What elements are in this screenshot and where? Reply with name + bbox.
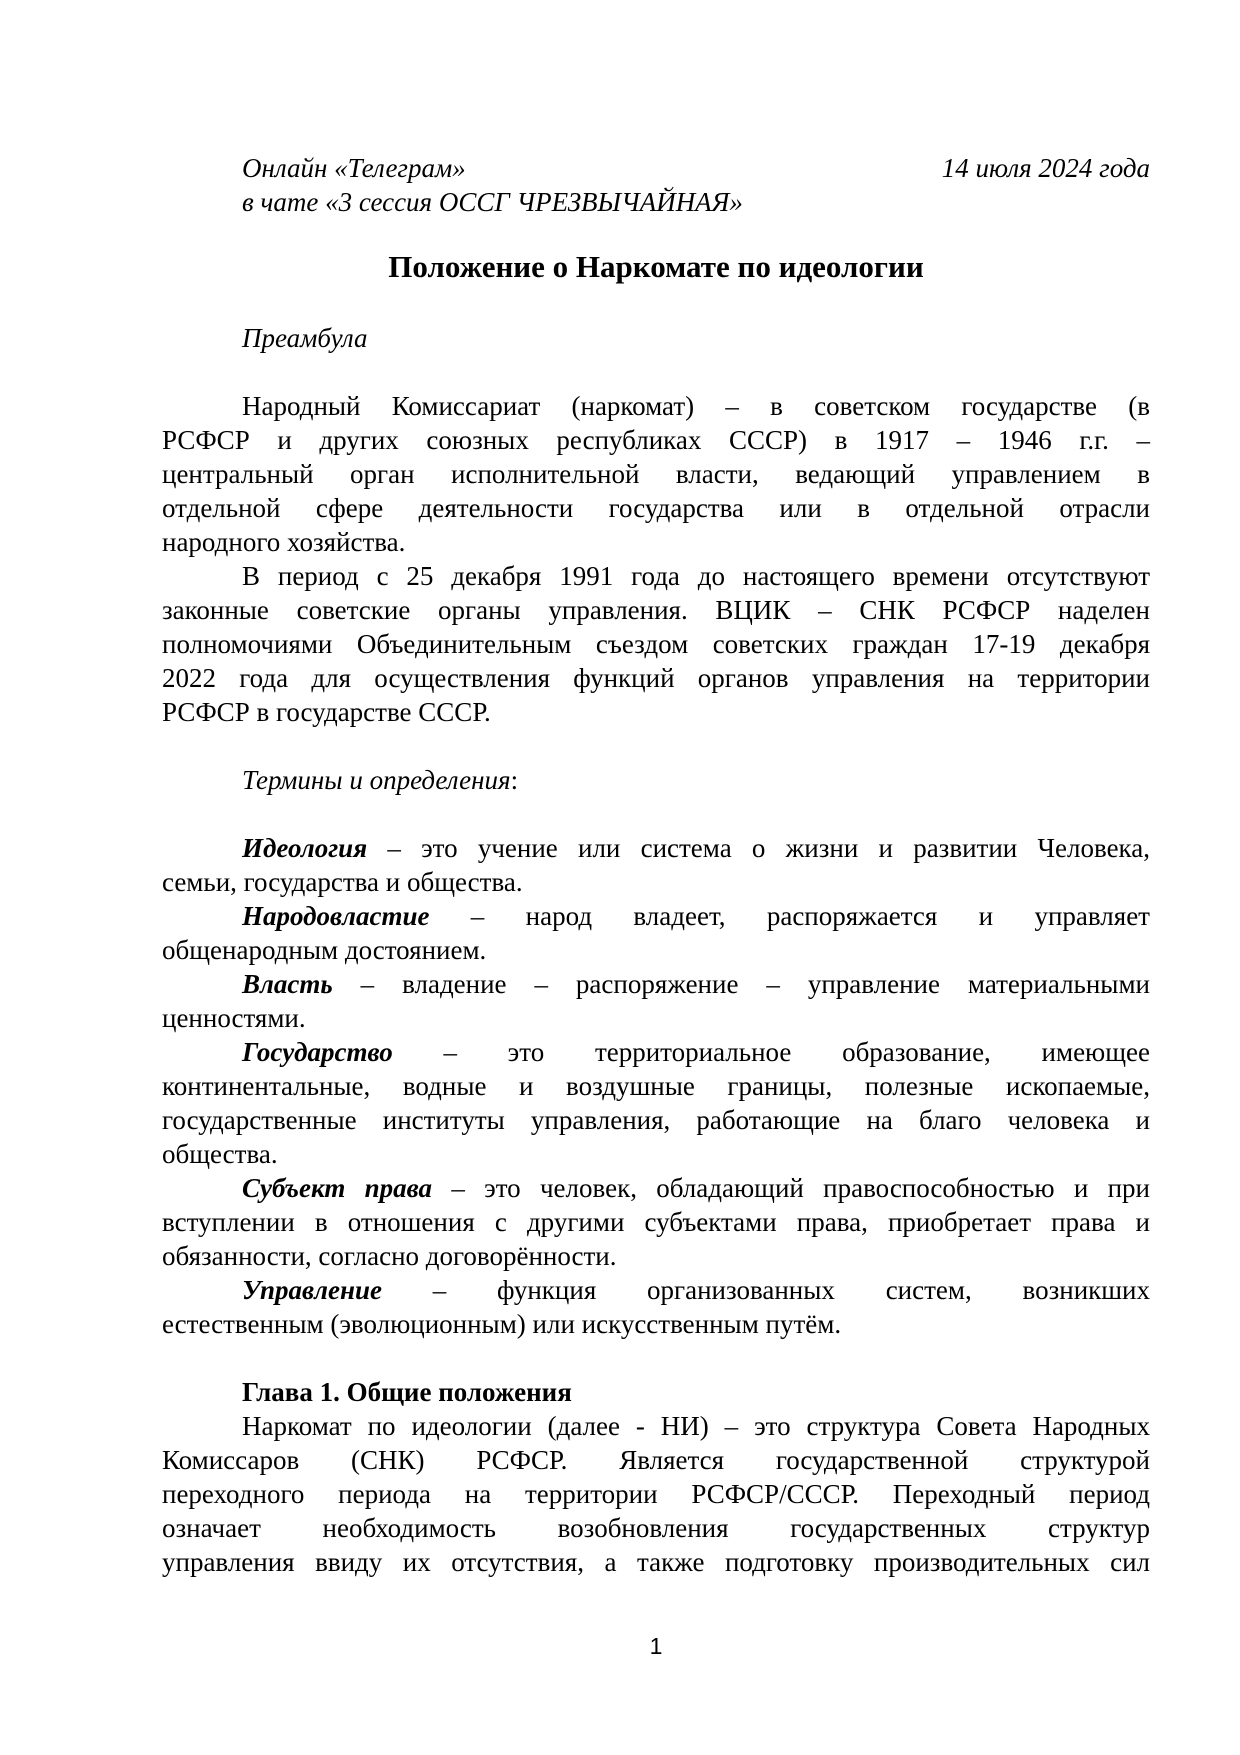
text-segment: – народ владеет, распоряжается и управляет (429, 901, 1150, 931)
text-line (162, 1205, 1150, 1239)
text-segment: государственные институты управления, работающие на благо человека и (162, 1105, 1150, 1135)
text-segment: ценностями. (162, 1003, 306, 1033)
text-segment: – это учение или система о жизни и развитии Человека, (367, 833, 1150, 863)
text-line (162, 1171, 1150, 1205)
text-segment: – это человек, обладающий правоспособностью и при (432, 1173, 1150, 1203)
header-chat-label: в чате «3 сессия ОССГ ЧРЕЗВЫЧАЙНАЯ» (242, 187, 743, 217)
document-content (162, 151, 1150, 1579)
text-segment: – это территориальное образование, имеющее (392, 1037, 1150, 1067)
text-line (162, 321, 1150, 355)
text-line (162, 967, 1150, 1001)
text-segment: Комиссаров (СНК) РСФСР. Является государственной структурой (162, 1445, 1150, 1475)
text-line (162, 491, 1150, 525)
text-line (162, 899, 1150, 933)
term-subekt-prava (162, 1171, 1150, 1273)
text-segment: Власть (242, 969, 333, 999)
text-segment: – владение – распоряжение – управление материальными (332, 969, 1150, 999)
text-segment: Наркомат по идеологии (далее - НИ) – это структура Совета Народных (242, 1411, 1150, 1441)
text-line (162, 1137, 1150, 1171)
text-line (162, 559, 1150, 593)
text-line (162, 1511, 1150, 1545)
text-line (162, 457, 1150, 491)
text-segment: Государство (242, 1037, 393, 1067)
term-narodovlastie (162, 899, 1150, 967)
text-line (162, 1409, 1150, 1443)
text-segment: Народовластие (242, 901, 430, 931)
text-segment: общенародным достоянием. (162, 935, 487, 965)
text-line (162, 661, 1150, 695)
chapter-1-paragraph-1 (162, 1409, 1150, 1579)
text-segment: народного хозяйства. (162, 527, 406, 557)
text-segment: обязанности, согласно договорённости. (162, 1241, 617, 1271)
text-segment: континентальные, водные и воздушные границы, полезные ископаемые, (162, 1071, 1150, 1101)
document-title: Положение о Наркомате по идеологии (388, 249, 924, 284)
term-vlast (162, 967, 1150, 1035)
page-number: 1 (649, 1633, 663, 1659)
text-segment: центральный орган исполнительной власти, ведающий управлением в (162, 459, 1150, 489)
header-date: 14 июля 2024 года (941, 153, 1150, 183)
chapter-1-heading (162, 1375, 1150, 1409)
text-line (162, 593, 1150, 627)
text-segment: отдельной сфере деятельности государства или в отдельной отрасли (162, 493, 1150, 523)
text-line (162, 933, 1150, 967)
text-segment: общества. (162, 1139, 278, 1169)
text-line (162, 1375, 1150, 1409)
text-segment: управления ввиду их отсутствия, а также подготовку производительных сил (162, 1547, 1150, 1577)
text-line (162, 1103, 1150, 1137)
text-segment: полномочиями Объединительным съездом советских граждан 17-19 декабря (162, 629, 1150, 659)
text-line (162, 627, 1150, 661)
text-segment: естественным (эволюционным) или искусственным путём. (162, 1309, 842, 1339)
text-segment: Термины и определения (242, 765, 511, 795)
header-source-label: Онлайн «Телеграм» (242, 153, 466, 183)
text-line (162, 831, 1150, 865)
text-line (162, 525, 1150, 559)
text-line (162, 1001, 1150, 1035)
text-line (162, 389, 1150, 423)
text-segment: законные советские органы управления. ВЦИК – СНК РСФСР наделен (162, 595, 1150, 625)
document-body (162, 321, 1150, 1579)
text-segment: означает необходимость возобновления государственных структур (162, 1513, 1150, 1543)
text-segment: Субъект права (242, 1173, 433, 1203)
text-line (162, 1307, 1150, 1341)
text-segment: : (510, 765, 519, 795)
document-header (162, 151, 1150, 185)
text-segment: Народный Комиссариат (наркомат) – в советском государстве (в (242, 391, 1150, 421)
text-segment: Управление (242, 1275, 382, 1305)
text-segment: Преамбула (242, 323, 368, 353)
text-line (162, 1477, 1150, 1511)
text-segment: 2022 года для осуществления функций органов управления на территории (162, 663, 1150, 693)
text-segment: В период с 25 декабря 1991 года до настоящего времени отсутствуют (242, 561, 1150, 591)
text-line (162, 695, 1150, 729)
text-line (162, 1443, 1150, 1477)
text-line (162, 423, 1150, 457)
text-line (162, 1545, 1150, 1579)
term-upravlenie (162, 1273, 1150, 1341)
text-segment: – функция организованных систем, возникших (381, 1275, 1150, 1305)
text-segment: РСФСР и других союзных республиках СССР) в 1917 – 1946 г.г. – (162, 425, 1150, 455)
text-line (162, 1069, 1150, 1103)
text-line (162, 763, 1150, 797)
text-line (162, 865, 1150, 899)
text-segment: вступлении в отношения с другими субъектами права, приобретает права и (162, 1207, 1150, 1237)
preamble-label (162, 321, 1150, 355)
term-ideology (162, 831, 1150, 899)
text-line (162, 1239, 1150, 1273)
terms-label (162, 763, 1150, 797)
text-segment: РСФСР в государстве СССР. (162, 697, 491, 727)
text-segment: Глава 1. Общие положения (242, 1377, 572, 1407)
text-line (162, 1035, 1150, 1069)
term-gosudarstvo (162, 1035, 1150, 1171)
text-segment: Идеология (242, 833, 368, 863)
text-line (162, 1273, 1150, 1307)
text-segment: семьи, государства и общества. (162, 867, 523, 897)
text-segment: переходного периода на территории РСФСР/СССР. Переходный период (162, 1479, 1150, 1509)
preamble-paragraph-2 (162, 559, 1150, 729)
preamble-paragraph-1 (162, 389, 1150, 559)
